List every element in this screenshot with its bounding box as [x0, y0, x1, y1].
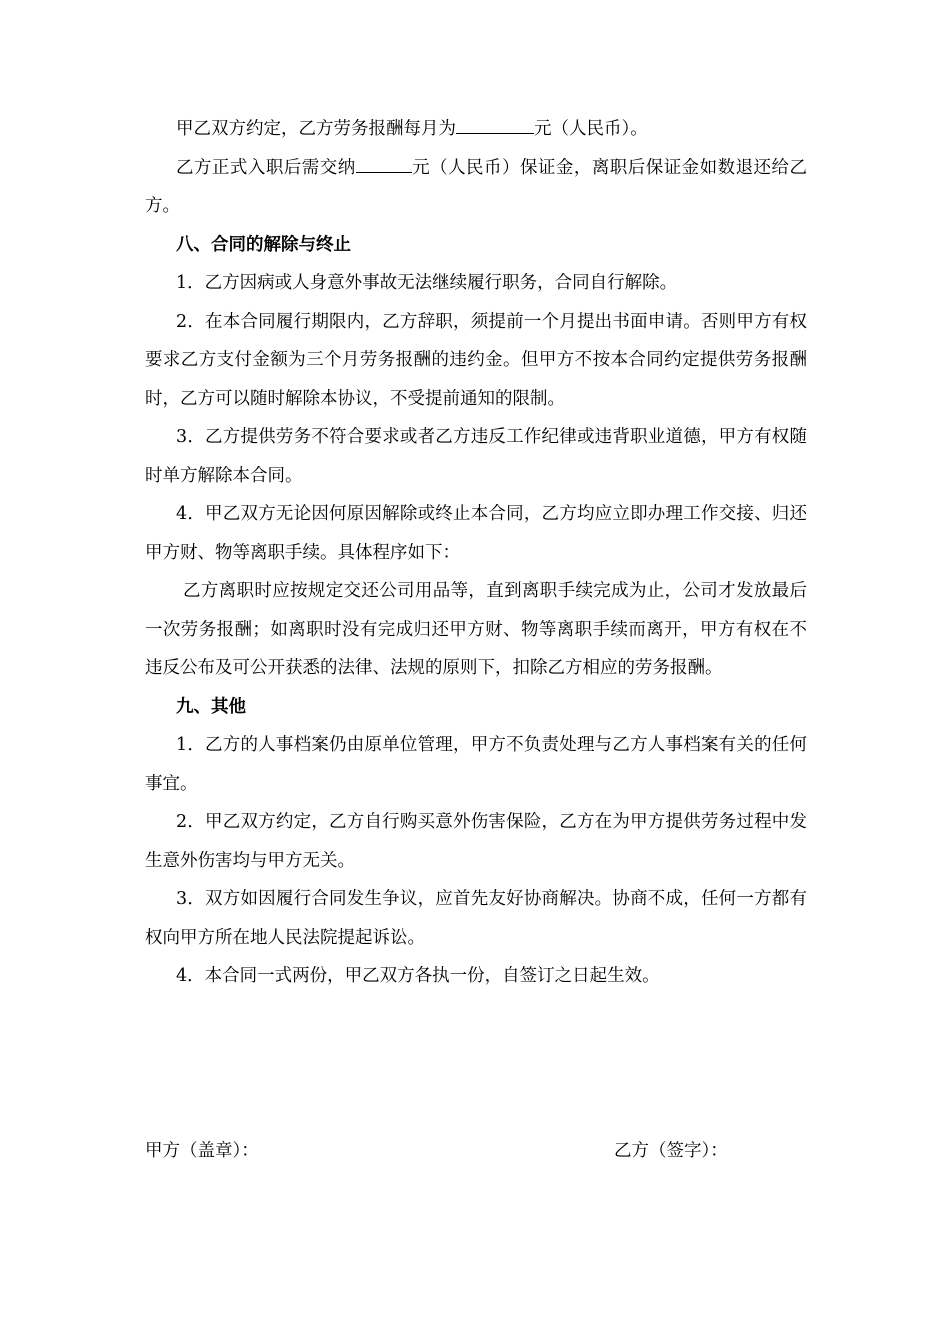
- salary-suffix: 元（人民币）。: [534, 119, 648, 139]
- section8-item-4: 4．甲乙双方无论因何原因解除或终止本合同，乙方均应立即办理工作交接、归还甲方财、物等离职手续。具体程序如下：: [145, 504, 807, 563]
- section8-item-1: 1．乙方因病或人身意外事故无法继续履行职务，合同自行解除。: [176, 273, 678, 293]
- deposit-clause: [145, 149, 807, 226]
- section9-item-1: 1．乙方的人事档案仍由原单位管理，甲方不负责处理与乙方人事档案有关的任何事宜。: [145, 735, 807, 794]
- salary-clause: [145, 110, 807, 149]
- section9-item-4: 4．本合同一式两份，甲乙双方各执一份，自签订之日起生效。: [176, 966, 660, 986]
- deposit-amount-blank[interactable]: [356, 153, 412, 172]
- party-b-signature: 乙方（签字）：: [614, 1141, 728, 1161]
- section9-item-3: 3．双方如因履行合同发生争议，应首先友好协商解决。协商不成，任何一方都有权向甲方所在地人民法院提起诉讼。: [145, 889, 807, 948]
- salary-prefix: 甲乙双方约定，乙方劳务报酬每月为: [176, 119, 456, 139]
- section8-heading: 八、合同的解除与终止: [176, 234, 351, 255]
- salary-amount-blank[interactable]: [456, 115, 534, 134]
- section8-item-2: 2．在本合同履行期限内，乙方辞职，须提前一个月提出书面申请。否则甲方有权要求乙方支付金额为三个月劳务报酬的违约金。但甲方不按本合同约定提供劳务报酬时，乙方可以随时解除本协议，不受提前通知的限制。: [145, 311, 807, 409]
- section9-item-2: 2．甲乙双方约定，乙方自行购买意外伤害保险，乙方在为甲方提供劳务过程中发生意外伤害均与甲方无关。: [145, 812, 807, 871]
- section8-item-3: 3．乙方提供劳务不符合要求或者乙方违反工作纪律或违背职业道德，甲方有权随时单方解除本合同。: [145, 427, 807, 486]
- section9-heading: 九、其他: [176, 696, 246, 717]
- section8-procedure: 乙方离职时应按规定交还公司用品等，直到离职手续完成为止，公司才发放最后一次劳务报酬；如离职时没有完成归还甲方财、物等离职手续而离开，甲方有权在不违反公布及可公开获悉的法律、法规的原则下，扣除乙方相应的劳务报酬。: [145, 581, 807, 678]
- deposit-suffix: 元（人民币）保证金，离职后保证金如数退还给乙方。: [145, 157, 807, 216]
- deposit-prefix: 乙方正式入职后需交纳: [176, 157, 356, 178]
- party-a-signature: 甲方（盖章）：: [145, 1141, 259, 1161]
- contract-page: [145, 110, 807, 996]
